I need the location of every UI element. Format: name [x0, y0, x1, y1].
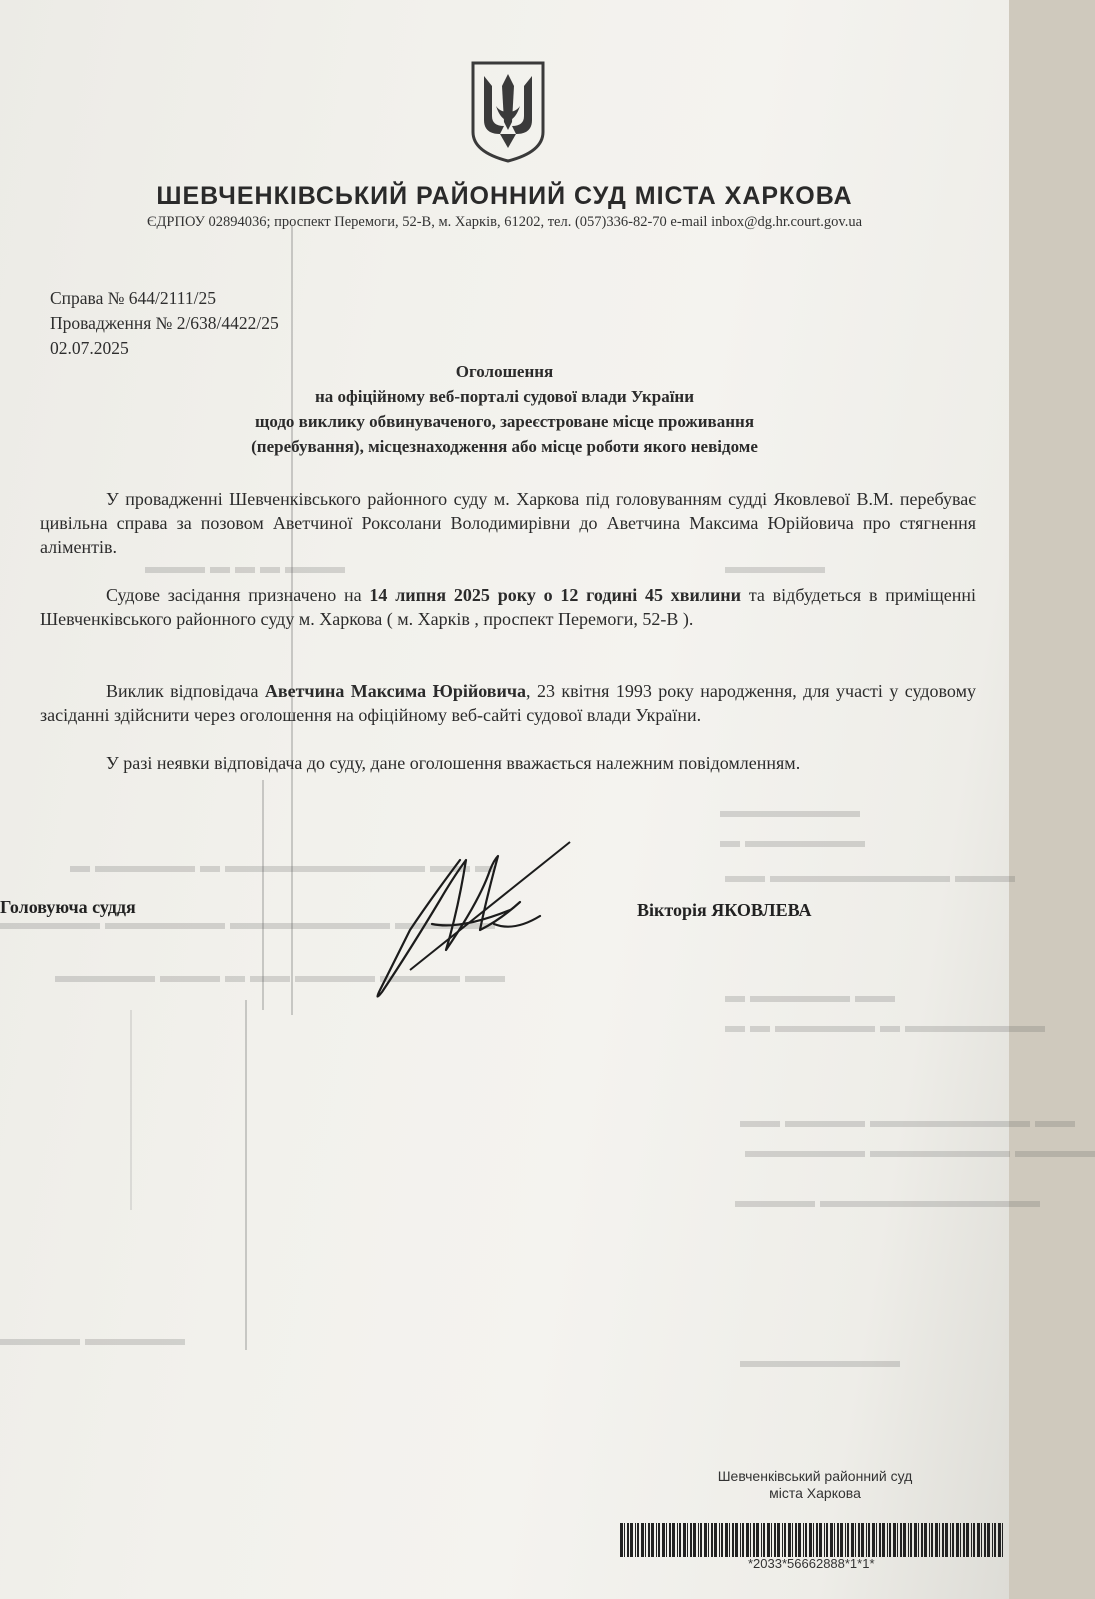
barcode-bar: [994, 1523, 996, 1557]
barcode-bar: [830, 1523, 833, 1557]
body-paragraph-3: [40, 679, 976, 727]
barcode-bar: [900, 1523, 902, 1557]
barcode-bar: [756, 1523, 759, 1557]
show-through-text: ▬ ▬ ▬▬▬▬▬ ▬ ▬▬▬▬▬▬▬: [725, 1015, 1045, 1037]
barcode-bar: [952, 1523, 954, 1557]
barcode-bar: [945, 1523, 948, 1557]
barcode-bar: [651, 1523, 654, 1557]
barcode-bar: [910, 1523, 912, 1557]
show-through-text: ▬▬▬▬▬ ▬▬▬▬▬▬ ▬▬▬▬▬▬▬▬ ▬▬▬▬▬: [0, 912, 495, 934]
barcode-bar: [658, 1523, 660, 1557]
barcode-bar: [893, 1523, 896, 1557]
barcode-bar: [887, 1523, 888, 1557]
show-through-text: ▬▬▬ ▬ ▬ ▬ ▬▬▬: [145, 556, 345, 578]
defendant-name: Аветчина Максима Юрійовича: [264, 681, 527, 701]
summons-details: , 23 квітня 1993 року народження, для участі у судовому засіданні здійснити через оголошення на офіційному веб-сайті судової влади України.: [40, 681, 976, 725]
signatory-role: Головуюча суддя: [0, 897, 136, 917]
show-through-text: ▬ ▬▬▬▬▬ ▬▬: [725, 985, 895, 1007]
barcode-bar: [973, 1523, 975, 1557]
hearing-intro: Судове засідання призначено на: [106, 585, 370, 605]
barcode-bar: [753, 1523, 755, 1557]
summons-intro: Виклик відповідача: [106, 681, 265, 701]
barcode-bar: [984, 1523, 986, 1557]
barcode-bar: [782, 1523, 783, 1557]
barcode-bar: [795, 1523, 797, 1557]
hearing-datetime: 14 липня 2025 року о 12 годині 45 хвилини: [369, 585, 742, 605]
barcode-bar: [840, 1523, 843, 1557]
barcode-bar: [824, 1523, 825, 1557]
show-through-text: ▬ ▬▬▬▬▬ ▬ ▬▬▬▬▬▬▬▬▬▬ ▬▬ ▬: [70, 855, 495, 877]
barcode-bar: [921, 1523, 923, 1557]
barcode-bar: [635, 1523, 636, 1557]
barcode-bar: [798, 1523, 801, 1557]
barcode-bar: [903, 1523, 906, 1557]
barcode-bar: [889, 1523, 891, 1557]
barcode-bar: [882, 1523, 885, 1557]
barcode-bar: [784, 1523, 786, 1557]
show-through-text: ▬▬▬▬ ▬▬▬▬▬▬▬▬▬▬▬: [735, 1190, 1040, 1212]
barcode-bar: [851, 1523, 854, 1557]
barcode-bar: [767, 1523, 770, 1557]
barcode-bar: [897, 1523, 898, 1557]
barcode-bar: [774, 1523, 776, 1557]
barcode-bar: [683, 1523, 686, 1557]
barcode-bar: [641, 1523, 644, 1557]
barcode-bar: [714, 1523, 717, 1557]
barcode-bar: [721, 1523, 723, 1557]
barcode-bar: [740, 1523, 741, 1557]
trident-coat-of-arms-icon: [470, 60, 546, 164]
barcode-bar: [637, 1523, 639, 1557]
hearing-location: та відбудеться в приміщенні Шевченківського районного суду м. Харкова ( м. Харків , проспект Перемоги, 52-В ).: [40, 585, 976, 629]
barcode-bar: [732, 1523, 734, 1557]
barcode-number: *2033*56662888*1*1*: [748, 1556, 875, 1571]
barcode-bar: [960, 1523, 961, 1557]
barcode-bar: [929, 1523, 930, 1557]
body-paragraph-4: У разі неявки відповідача до суду, дане оголошення вважається належним повідомленням.: [106, 753, 801, 773]
barcode-bar: [742, 1523, 744, 1557]
barcode-bar: [746, 1523, 749, 1557]
barcode-bar: [813, 1523, 814, 1557]
barcode-bar: [627, 1523, 629, 1557]
barcode-bar: [847, 1523, 849, 1557]
announcement-subtitle-3: (перебування), місцезнаходження або місце роботи якого невідоме: [251, 437, 758, 456]
show-through-text: ▬▬▬▬▬▬▬▬: [740, 1350, 900, 1372]
fold-line: [130, 1010, 132, 1210]
barcode-bar: [963, 1523, 965, 1557]
barcode-bar: [729, 1523, 730, 1557]
show-through-text: ▬ ▬▬▬▬▬▬: [720, 830, 865, 852]
body-paragraph-1: У провадженні Шевченківського районного суду м. Харкова під головуванням судді Яковлевої В.М. перебуває цивільна справа за позовом Аветчиної Роксолани Володимирівни до Аветчина Максима Юрійовича про стягнення аліментів.: [40, 489, 976, 557]
barcode-bar: [939, 1523, 940, 1557]
barcode-bar: [809, 1523, 812, 1557]
barcode-bar: [834, 1523, 835, 1557]
body-paragraph-2: [40, 583, 976, 631]
barcode-bar: [624, 1523, 625, 1557]
barcode-bar: [719, 1523, 720, 1557]
signatory-name: Вікторія ЯКОВЛЕВА: [637, 900, 812, 920]
barcode-bar: [666, 1523, 667, 1557]
barcode-bar: [679, 1523, 681, 1557]
barcode-bar: [704, 1523, 707, 1557]
barcode-bar: [698, 1523, 699, 1557]
barcode-bar: [645, 1523, 646, 1557]
barcode-bar: [826, 1523, 828, 1557]
barcode-bar: [868, 1523, 870, 1557]
stamp-court-line: Шевченківський районний суд: [717, 1468, 913, 1484]
barcode-bar: [845, 1523, 846, 1557]
barcode-bar: [858, 1523, 860, 1557]
show-through-text: ▬▬▬▬▬▬ ▬▬▬▬▬▬▬ ▬▬▬▬: [745, 1140, 1095, 1162]
barcode-bar: [788, 1523, 791, 1557]
barcode-bar: [981, 1523, 982, 1557]
barcode-bar: [855, 1523, 856, 1557]
barcode-bar: [876, 1523, 877, 1557]
barcode-bar: [950, 1523, 951, 1557]
barcode-bar: [924, 1523, 927, 1557]
announcement-subtitle-1: на офіційному веб-порталі судової влади України: [314, 387, 695, 406]
barcode-bar: [708, 1523, 709, 1557]
barcode-bar: [687, 1523, 688, 1557]
barcode-bar: [987, 1523, 990, 1557]
barcode-bar: [935, 1523, 938, 1557]
barcode-bar: [1002, 1523, 1003, 1557]
announcement-subtitle-2: щодо виклику обвинуваченого, зареєстроване місце проживання: [254, 412, 755, 431]
barcode-bar: [908, 1523, 909, 1557]
barcode-bar: [837, 1523, 839, 1557]
proceeding-number: Провадження № 2/638/4422/25: [50, 313, 279, 333]
barcode-bar: [669, 1523, 671, 1557]
barcode-bar: [725, 1523, 728, 1557]
barcode-bar: [942, 1523, 944, 1557]
barcode-bar: [879, 1523, 881, 1557]
barcode-bar: [662, 1523, 665, 1557]
barcode-bar: [761, 1523, 762, 1557]
barcode-bar: [977, 1523, 980, 1557]
barcode-bar: [966, 1523, 969, 1557]
court-contacts: ЄДРПОУ 02894036; проспект Перемоги, 52-В, м. Харків, 61202, тел. (057)336-82-70 e-mail inbox@dg.hr.court.gov.ua: [146, 214, 863, 230]
barcode-bar: [931, 1523, 933, 1557]
barcode-bar: [648, 1523, 650, 1557]
barcode-bar: [992, 1523, 993, 1557]
barcode-bar: [816, 1523, 818, 1557]
barcode-bar: [803, 1523, 804, 1557]
show-through-text: ▬▬ ▬▬▬▬ ▬▬▬▬▬▬▬▬ ▬▬: [740, 1110, 1075, 1132]
barcode-bar: [620, 1523, 623, 1557]
barcode-bar: [956, 1523, 959, 1557]
fold-line: [245, 1000, 247, 1350]
barcode-bar: [693, 1523, 696, 1557]
stamp-city-line: міста Харкова: [769, 1485, 861, 1501]
barcode-bar: [805, 1523, 807, 1557]
barcode-bar: [792, 1523, 793, 1557]
barcode-bar: [735, 1523, 738, 1557]
barcode-bar: [971, 1523, 972, 1557]
barcode-bar: [711, 1523, 713, 1557]
barcode-bar: [672, 1523, 675, 1557]
show-through-text: ▬▬▬▬ ▬▬▬▬▬: [0, 1328, 185, 1350]
barcode-bar: [763, 1523, 765, 1557]
barcode-bar: [861, 1523, 864, 1557]
barcode-bar: [998, 1523, 1001, 1557]
document-date: 02.07.2025: [50, 338, 129, 358]
barcode-bar: [630, 1523, 633, 1557]
barcode-bar: [750, 1523, 751, 1557]
show-through-text: ▬▬ ▬▬▬▬▬▬▬▬▬ ▬▬▬: [725, 865, 1015, 887]
barcode-bar: [677, 1523, 678, 1557]
barcode-bar: [914, 1523, 917, 1557]
barcode-bar: [690, 1523, 692, 1557]
court-name: ШЕВЧЕНКІВСЬКИЙ РАЙОННИЙ СУД МІСТА ХАРКОВА: [156, 182, 853, 210]
barcode-bar: [777, 1523, 780, 1557]
barcode-bar: [866, 1523, 867, 1557]
case-number: Справа № 644/2111/25: [50, 288, 216, 308]
barcode-bar: [819, 1523, 822, 1557]
show-through-text: ▬▬▬▬▬ ▬▬▬ ▬ ▬▬ ▬▬▬▬ ▬▬▬▬ ▬▬: [55, 965, 505, 987]
show-through-text: ▬▬▬▬▬: [725, 556, 825, 578]
barcode-bar: [700, 1523, 702, 1557]
barcode-bar: [656, 1523, 657, 1557]
show-through-text: ▬▬▬▬▬▬▬: [720, 800, 860, 822]
barcode: [620, 1523, 1006, 1557]
barcode-bar: [918, 1523, 919, 1557]
handwritten-signature: [370, 840, 590, 1010]
announcement-title: Оголошення: [455, 362, 554, 381]
barcode-bar: [771, 1523, 772, 1557]
barcode-bar: [872, 1523, 875, 1557]
